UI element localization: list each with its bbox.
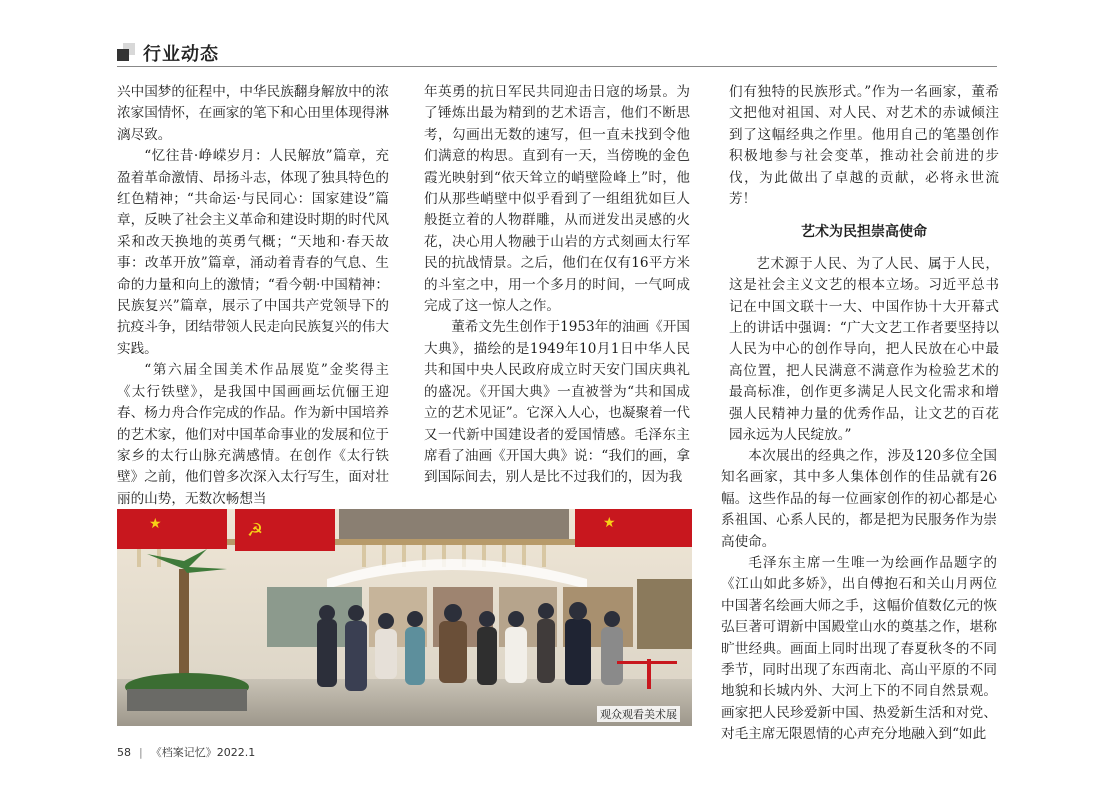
paragraph: “忆往昔·峥嵘岁月：人民解放”篇章，充盈着革命激情、昂扬斗志，体现了独具特色的红色精神；“共命运·与民同心：国家建设”篇章，反映了社会主义革命和建设时期的时代风采和改天换地的英勇气概；“天地和·春天故事：改革开放”篇章，涌动着青春的气息、生命的力量和向上的激情；“看今朝·中国精神：民族复兴”篇章，展示了中国共产党领导下的抗疫斗争，团结带领人民走向民族复兴的伟大实践。 [117, 148, 389, 357]
section-marker-icon [117, 43, 135, 61]
page-footer [117, 744, 255, 760]
paragraph: 毛泽东主席一生唯一为绘画作品题字的《江山如此多娇》，出自傅抱石和关山月两位中国著名绘画大师之手，这幅价值数亿元的恢弘巨著可谓新中国殿堂山水的奠基之作，堪称旷世经典。画面上同时出现了春夏秋冬的不同季节，同时出现了东西南北、高山平原的不同地貌和长城内外、大河上下的不同自然景观。画家把人民珍爱新中国、热爱新生活和对党、对毛主席无限恩情的心声充分地融入到“如此 [721, 555, 997, 743]
paragraph: “第六届全国美术作品展览”金奖得主《太行铁壁》，是我国中国画画坛伉俪王迎春、杨力舟合作完成的作品。作为新中国培养的艺术家，他们对中国革命事业的发展和位于家乡的太行山脉充满感情。在创作《太行铁壁》之前，他们曾多次深入太行写生，面对壮丽的山势，无数次畅想当 [117, 362, 389, 507]
paragraph: 艺术源于人民、为了人民、属于人民，这是社会主义文艺的根本立场。习近平总书记在中国文联十一大、中国作协十大开幕式上的讲话中强调：“广大文艺工作者要坚持以人民为中心的创作导向，把人民放在心中最高位置，把人民满意不满意作为检验艺术的最高标准，创作更多满足人民文化需求和增强人民精神力量的优秀作品，让文艺的百花园永远为人民绽放。” [729, 255, 999, 444]
paragraph: 本次展出的经典之作，涉及120多位全国知名画家，其中多人集体创作的佳品就有26幅。这些作品的每一位画家创作的初心都是心系祖国、心系人民的，都是把为民服务作为崇高使命。 [721, 448, 997, 550]
svg-text:☭: ☭ [247, 520, 264, 541]
exhibition-photo [117, 509, 692, 726]
header-divider [117, 66, 997, 67]
magazine-issue: 《档案记忆》2022.1 [150, 746, 256, 759]
photo-caption: 观众观看美术展 [597, 706, 680, 722]
section-heading: 艺术为民担崇高使命 [801, 224, 927, 241]
party-flag-icon [235, 509, 335, 551]
red-flag-icon [117, 509, 227, 549]
footer-divider: | [139, 746, 143, 759]
red-flag-icon [575, 509, 692, 547]
section-title: 行业动态 [143, 44, 219, 65]
page-number: 58 [117, 746, 131, 759]
article-column-1 [117, 82, 389, 510]
svg-text:★: ★ [603, 515, 616, 531]
article-column-3-top [729, 82, 999, 447]
article-column-2 [424, 82, 690, 489]
section-header [117, 40, 997, 66]
article-column-3-bottom [721, 446, 997, 746]
paragraph: 年英勇的抗日军民共同迎击日寇的场景。为了锤炼出最为精到的艺术语言，他们不断思考，勾画出无数的速写，但一直未找到令他们满意的构思。直到有一天，当傍晚的金色霞光映射到“依天耸立的峭壁险峰上”时，他们从那些峭壁中似乎看到了一组组犹如巨人般挺立着的人物群雕，从而迸发出灵感的火花，决心用人物融于山岩的方式刻画太行军民的抗战情景。之后，他们在仅有16平方米的斗室之中，用一个多月的时间，一气呵成完成了这一惊人之作。 [424, 84, 690, 315]
paragraph: 们有独特的民族形式。”作为一名画家，董希文把他对祖国、对人民、对艺术的赤诚倾注到了这幅经典之作里。他用自己的笔墨创作积极地参与社会变革，推动社会前进的步伐，为此做出了卓越的贡献，必将永世流芳！ [729, 84, 999, 208]
paragraph: 董希文先生创作于1953年的油画《开国大典》，描绘的是1949年10月1日中华人民共和国中央人民政府成立时天安门国庆典礼的盛况。《开国大典》一直被誉为“共和国成立的艺术见证”。它深入人心，也凝聚着一代又一代新中国建设者的爱国情感。毛泽东主席看了油画《开国大典》说：“我们的画，拿到国际间去，别人是比不过我们的，因为我 [424, 319, 690, 486]
exhibition-photo-illustration [117, 509, 692, 726]
paragraph: 兴中国梦的征程中，中华民族翻身解放中的浓浓家国情怀，在画家的笔下和心田里体现得淋漓尽致。 [117, 84, 389, 143]
svg-text:★: ★ [149, 516, 162, 532]
